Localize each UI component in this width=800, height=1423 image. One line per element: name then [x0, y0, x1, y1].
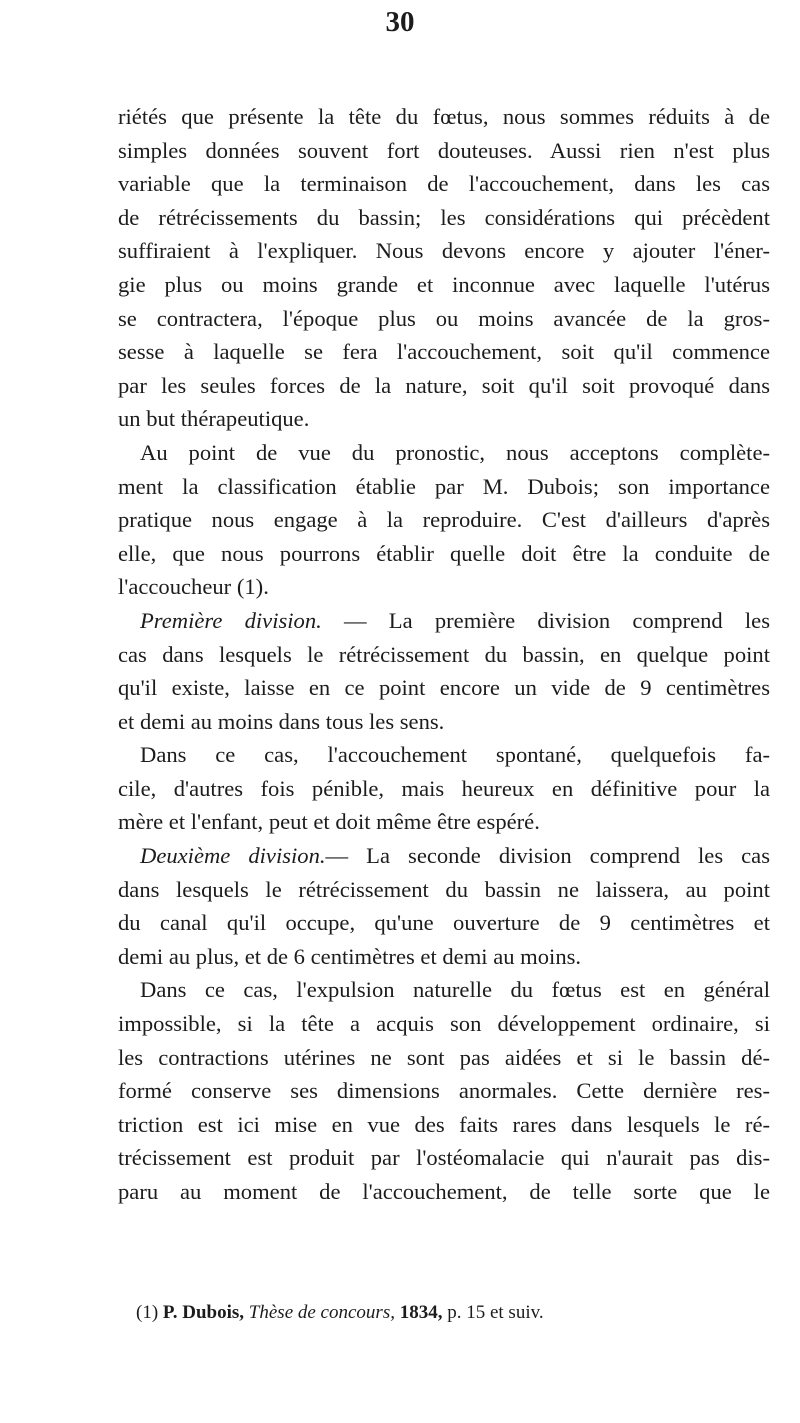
footnote-pages: p. 15 et suiv.	[447, 1302, 544, 1323]
text-line: Dans ce cas, l'accouchement spontané, quelquefois fa-	[140, 742, 770, 768]
footnote-title: Thèse de concours,	[248, 1302, 395, 1323]
text-line: riétés que présente la tête du fœtus, nous sommes réduits à de	[118, 104, 770, 129]
text-line: paru au moment de l'accouchement, de telle sorte que le	[118, 1179, 770, 1204]
text-line: par les seules forces de la nature, soit qu'il soit provoqué dans	[118, 372, 770, 398]
text-line: impossible, si la tête a acquis son développement ordinaire, si	[118, 1011, 770, 1037]
page-number: 30	[385, 6, 415, 38]
text-line: mère et l'enfant, peut et doit même être espéré.	[118, 809, 540, 835]
text-line: demi au plus, et de 6 centimètres et demi au moins.	[118, 943, 582, 969]
text-line: trécissement est produit par l'ostéomalacie qui n'aurait pas dis-	[118, 1145, 770, 1171]
section-heading: Deuxième division.	[140, 843, 326, 869]
text-line: et demi au moins dans tous les sens.	[118, 708, 445, 734]
text-line: cas dans lesquels le rétrécissement du bassin, en quelque point	[118, 641, 770, 667]
text-line: de rétrécissements du bassin; les considérations qui précèdent	[118, 204, 770, 230]
text-line	[118, 604, 770, 638]
footnote-marker: (1)	[136, 1302, 159, 1323]
text-line: simples données souvent fort douteuses. Aussi rien n'est plus	[118, 137, 770, 163]
text-line: elle, que nous pourrons établir quelle doit être la conduite de	[118, 540, 770, 566]
text-line: formé conserve ses dimensions anormales. Cette dernière res-	[118, 1078, 770, 1104]
body-text	[118, 100, 770, 1209]
text-line: se contractera, l'époque plus ou moins avancée de la gros-	[118, 305, 770, 331]
text-line: gie plus ou moins grande et inconnue avec laquelle l'utérus	[118, 271, 770, 297]
text-line: pratique nous engage à la reproduire. C'est d'ailleurs d'après	[118, 507, 770, 533]
text-line: l'accoucheur (1).	[118, 574, 269, 600]
footnote	[136, 1300, 770, 1326]
text-line: dans lesquels le rétrécissement du bassin ne laissera, au point	[118, 876, 770, 902]
text-line: sesse à laquelle se fera l'accouchement, soit qu'il commence	[118, 339, 770, 365]
text-span: — La première division comprend les	[321, 607, 770, 633]
footnote-year: 1834,	[399, 1302, 443, 1323]
text-line: Dans ce cas, l'expulsion naturelle du fœtus est en général	[140, 977, 770, 1003]
text-line	[118, 839, 770, 873]
text-line: variable que la terminaison de l'accouchement, dans les cas	[118, 171, 770, 197]
text-line: ment la classification établie par M. Dubois; son importance	[118, 473, 770, 499]
text-line: qu'il existe, laisse en ce point encore un vide de 9 centimètres	[118, 675, 770, 701]
text-line: triction est ici mise en vue des faits rares dans lesquels le ré-	[118, 1111, 770, 1137]
text-line: Au point de vue du pronostic, nous acceptons complète-	[140, 439, 770, 465]
text-line: du canal qu'il occupe, qu'une ouverture de 9 centimètres et	[118, 910, 770, 936]
footnote-author: P. Dubois,	[162, 1302, 245, 1323]
text-span: — La seconde division comprend les cas	[325, 843, 770, 869]
text-line: les contractions utérines ne sont pas aidées et si le bassin dé-	[118, 1044, 770, 1070]
section-heading: Première division.	[140, 607, 322, 633]
text-line: cile, d'autres fois pénible, mais heureux en définitive pour la	[118, 775, 770, 801]
text-line: suffiraient à l'expliquer. Nous devons encore y ajouter l'éner-	[118, 238, 770, 264]
text-line: un but thérapeutique.	[118, 406, 310, 432]
